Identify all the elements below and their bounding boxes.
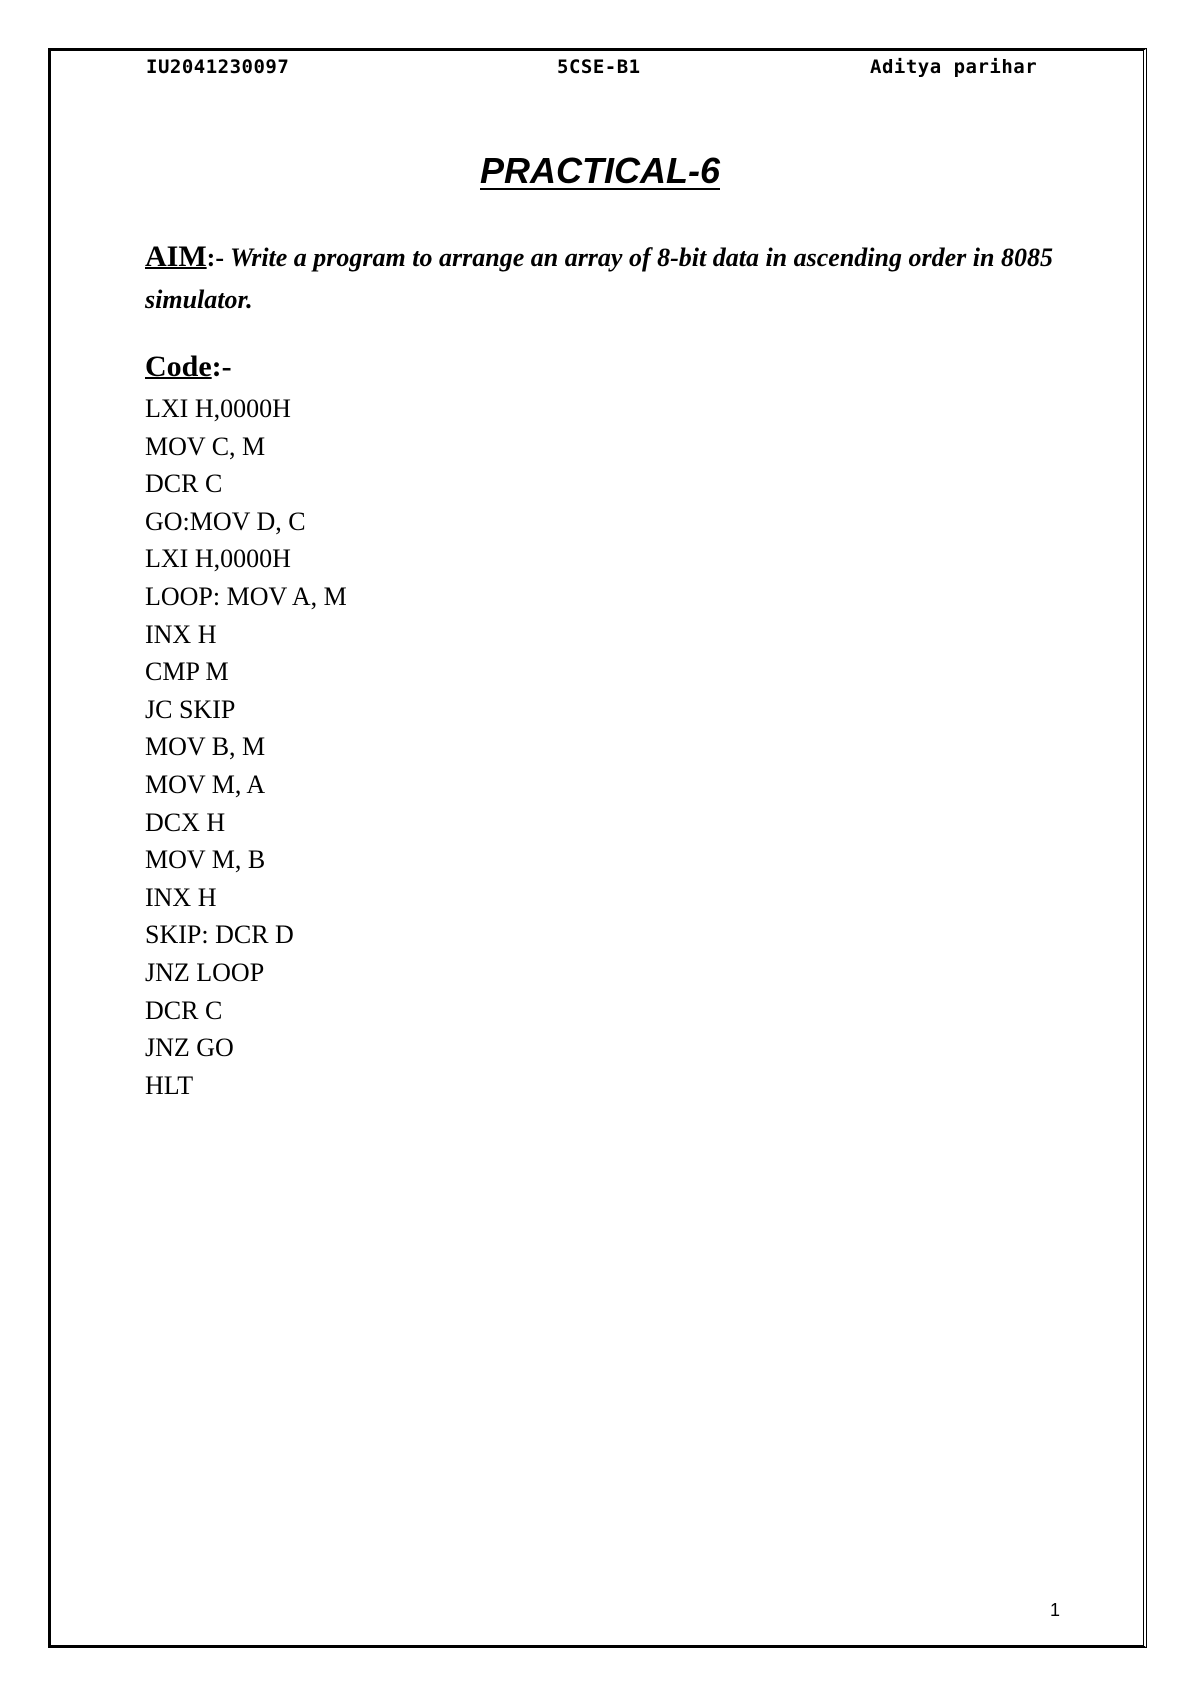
code-line: INX H xyxy=(145,882,217,912)
code-line: DCR C xyxy=(145,469,223,499)
code-separator: :- xyxy=(211,350,232,383)
code-line: MOV C, M xyxy=(145,431,266,461)
code-line: MOV M, B xyxy=(145,845,266,875)
code-line: MOV M, A xyxy=(145,769,266,799)
code-line: DCR C xyxy=(145,995,223,1025)
code-line: INX H xyxy=(145,619,217,649)
aim-text: Write a program to arrange an array of 8-bit data in ascending order in 8085 simulator. xyxy=(145,243,1053,314)
header-class: 5CSE-B1 xyxy=(557,56,641,78)
code-line: MOV B, M xyxy=(145,732,266,762)
page-number: 1 xyxy=(1050,1600,1061,1620)
aim-label: AIM xyxy=(145,240,207,273)
code-line: JC SKIP xyxy=(145,694,236,724)
code-line: LXI H,0000H xyxy=(145,544,291,574)
code-line: JNZ LOOP xyxy=(145,957,265,987)
code-line: JNZ GO xyxy=(145,1033,234,1063)
header-student-id: IU2041230097 xyxy=(146,56,290,78)
header-student-name: Aditya parihar xyxy=(870,56,1038,78)
code-line: GO:MOV D, C xyxy=(145,506,306,536)
code-line: HLT xyxy=(145,1070,194,1100)
aim-separator: :- xyxy=(206,243,224,272)
aim-section xyxy=(145,236,1075,321)
code-line: LOOP: MOV A, M xyxy=(145,581,347,611)
code-heading xyxy=(145,350,232,384)
code-listing xyxy=(145,390,347,1104)
page-title: PRACTICAL-6 xyxy=(480,150,720,191)
code-line: SKIP: DCR D xyxy=(145,920,294,950)
code-line: CMP M xyxy=(145,657,229,687)
code-line: LXI H,0000H xyxy=(145,394,291,423)
code-label: Code xyxy=(145,350,212,383)
code-line: DCX H xyxy=(145,807,226,837)
